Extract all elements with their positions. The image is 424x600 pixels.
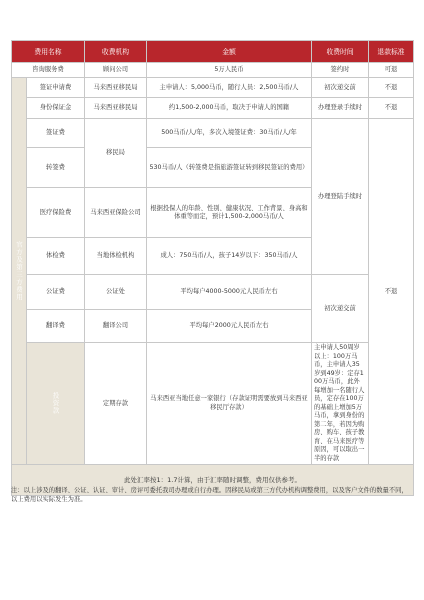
row-item: 签证申请费 (27, 78, 85, 98)
row-amount: 主申请人50周岁以上：100万马币，主申请人35岁到49岁：定存100万马币，此外每增加一名随行人员，定存在100万的基础上增加5万马币，拿到身份的第二年，若因为购房、购车、孩子教育、在马来医疗等原因，可以取出一半的存款 (312, 343, 369, 465)
row-agency: 翻译公司 (85, 310, 147, 343)
row-agency: 当地体检机构 (85, 238, 147, 275)
row-agency: 移民局 (85, 119, 147, 188)
header-refund: 退款标准 (369, 41, 414, 63)
row-time: 初次递交前 (312, 78, 369, 98)
row-agency: 马来西亚当地任意一家银行（存款证明需要放到马来西亚移民厅存款） (147, 343, 312, 465)
row-item: 咨询服务费 (12, 63, 85, 78)
row-agency: 马来西亚移民局 (85, 78, 147, 98)
table-row (12, 78, 414, 98)
row-time: 签约时 (312, 63, 369, 78)
row-agency: 马来西亚移民局 (85, 98, 147, 119)
fee-table (11, 40, 414, 496)
row-amount: 平均每户2000元人民币左右 (147, 310, 312, 343)
row-item: 医疗保险费 (27, 188, 85, 238)
row-refund: 可退 (369, 63, 414, 78)
row-item: 翻译费 (27, 310, 85, 343)
row-time: 初次递交前 (312, 275, 369, 343)
row-item: 公证费 (27, 275, 85, 310)
row-amount: 根据投保人的年龄、性别、健康状况、工作背景、身高和体重等而定，预计1,500-2,000马币/人 (147, 188, 312, 238)
header-amount: 金额 (147, 41, 312, 63)
row-amount: 成人：750马币/人，孩子14岁以下：350马币/人 (147, 238, 312, 275)
row-item: 转签费 (27, 148, 85, 188)
row-time: 办理登陆手续时 (312, 119, 369, 275)
row-amount: 主申请人：5,000马币，随行人员：2,500马币/人 (147, 78, 312, 98)
header-agency: 收费机构 (85, 41, 147, 63)
row-item: 定期存款 (85, 343, 147, 465)
table-row (12, 275, 414, 310)
row-amount: 平均每户4000-5000元人民币左右 (147, 275, 312, 310)
row-refund: 不退 (369, 78, 414, 98)
row-time: 办理登录手续时 (312, 98, 369, 119)
row-amount: 500马币/人/年，多次入境签证费：30马币/人/年 (147, 119, 312, 148)
row-amount: 530马币/人（转签费是指旅游签证转到移民签证的费用） (147, 148, 312, 188)
row-agency: 顾问公司 (85, 63, 147, 78)
row-amount: 5万人民币 (147, 63, 312, 78)
row-refund: 不退 (369, 119, 414, 465)
row-item: 身份保证金 (27, 98, 85, 119)
row-agency: 马来西亚保险公司 (85, 188, 147, 238)
row-item: 签证费 (27, 119, 85, 148)
row-amount: 约1,500-2,000马币，取决于申请人的国籍 (147, 98, 312, 119)
exchange-rate-note: 此处汇率按1：1.7计算，由于汇率随时调整，费用仅供参考。 (12, 465, 414, 496)
table-row (12, 119, 414, 148)
header-time: 收费时间 (312, 41, 369, 63)
table-row (12, 98, 414, 119)
table-header-row (12, 41, 414, 63)
row-item: 体检费 (27, 238, 85, 275)
footnote: 注：以上涉及的翻译、公证、认证、审计、房评可委托我司办理或自行办理。因移民局或第三方代办机构调整费用，以及客户文件的数量不同，以上费用以实际发生为准。 (11, 487, 408, 503)
table-row (12, 343, 414, 465)
row-refund: 不退 (369, 98, 414, 119)
category-investment: 投资款 (27, 343, 85, 465)
header-item: 费用名称 (12, 41, 85, 63)
table-row (12, 63, 414, 78)
category-official: 官方及第三方费用 (12, 78, 27, 465)
row-agency: 公证处 (85, 275, 147, 310)
